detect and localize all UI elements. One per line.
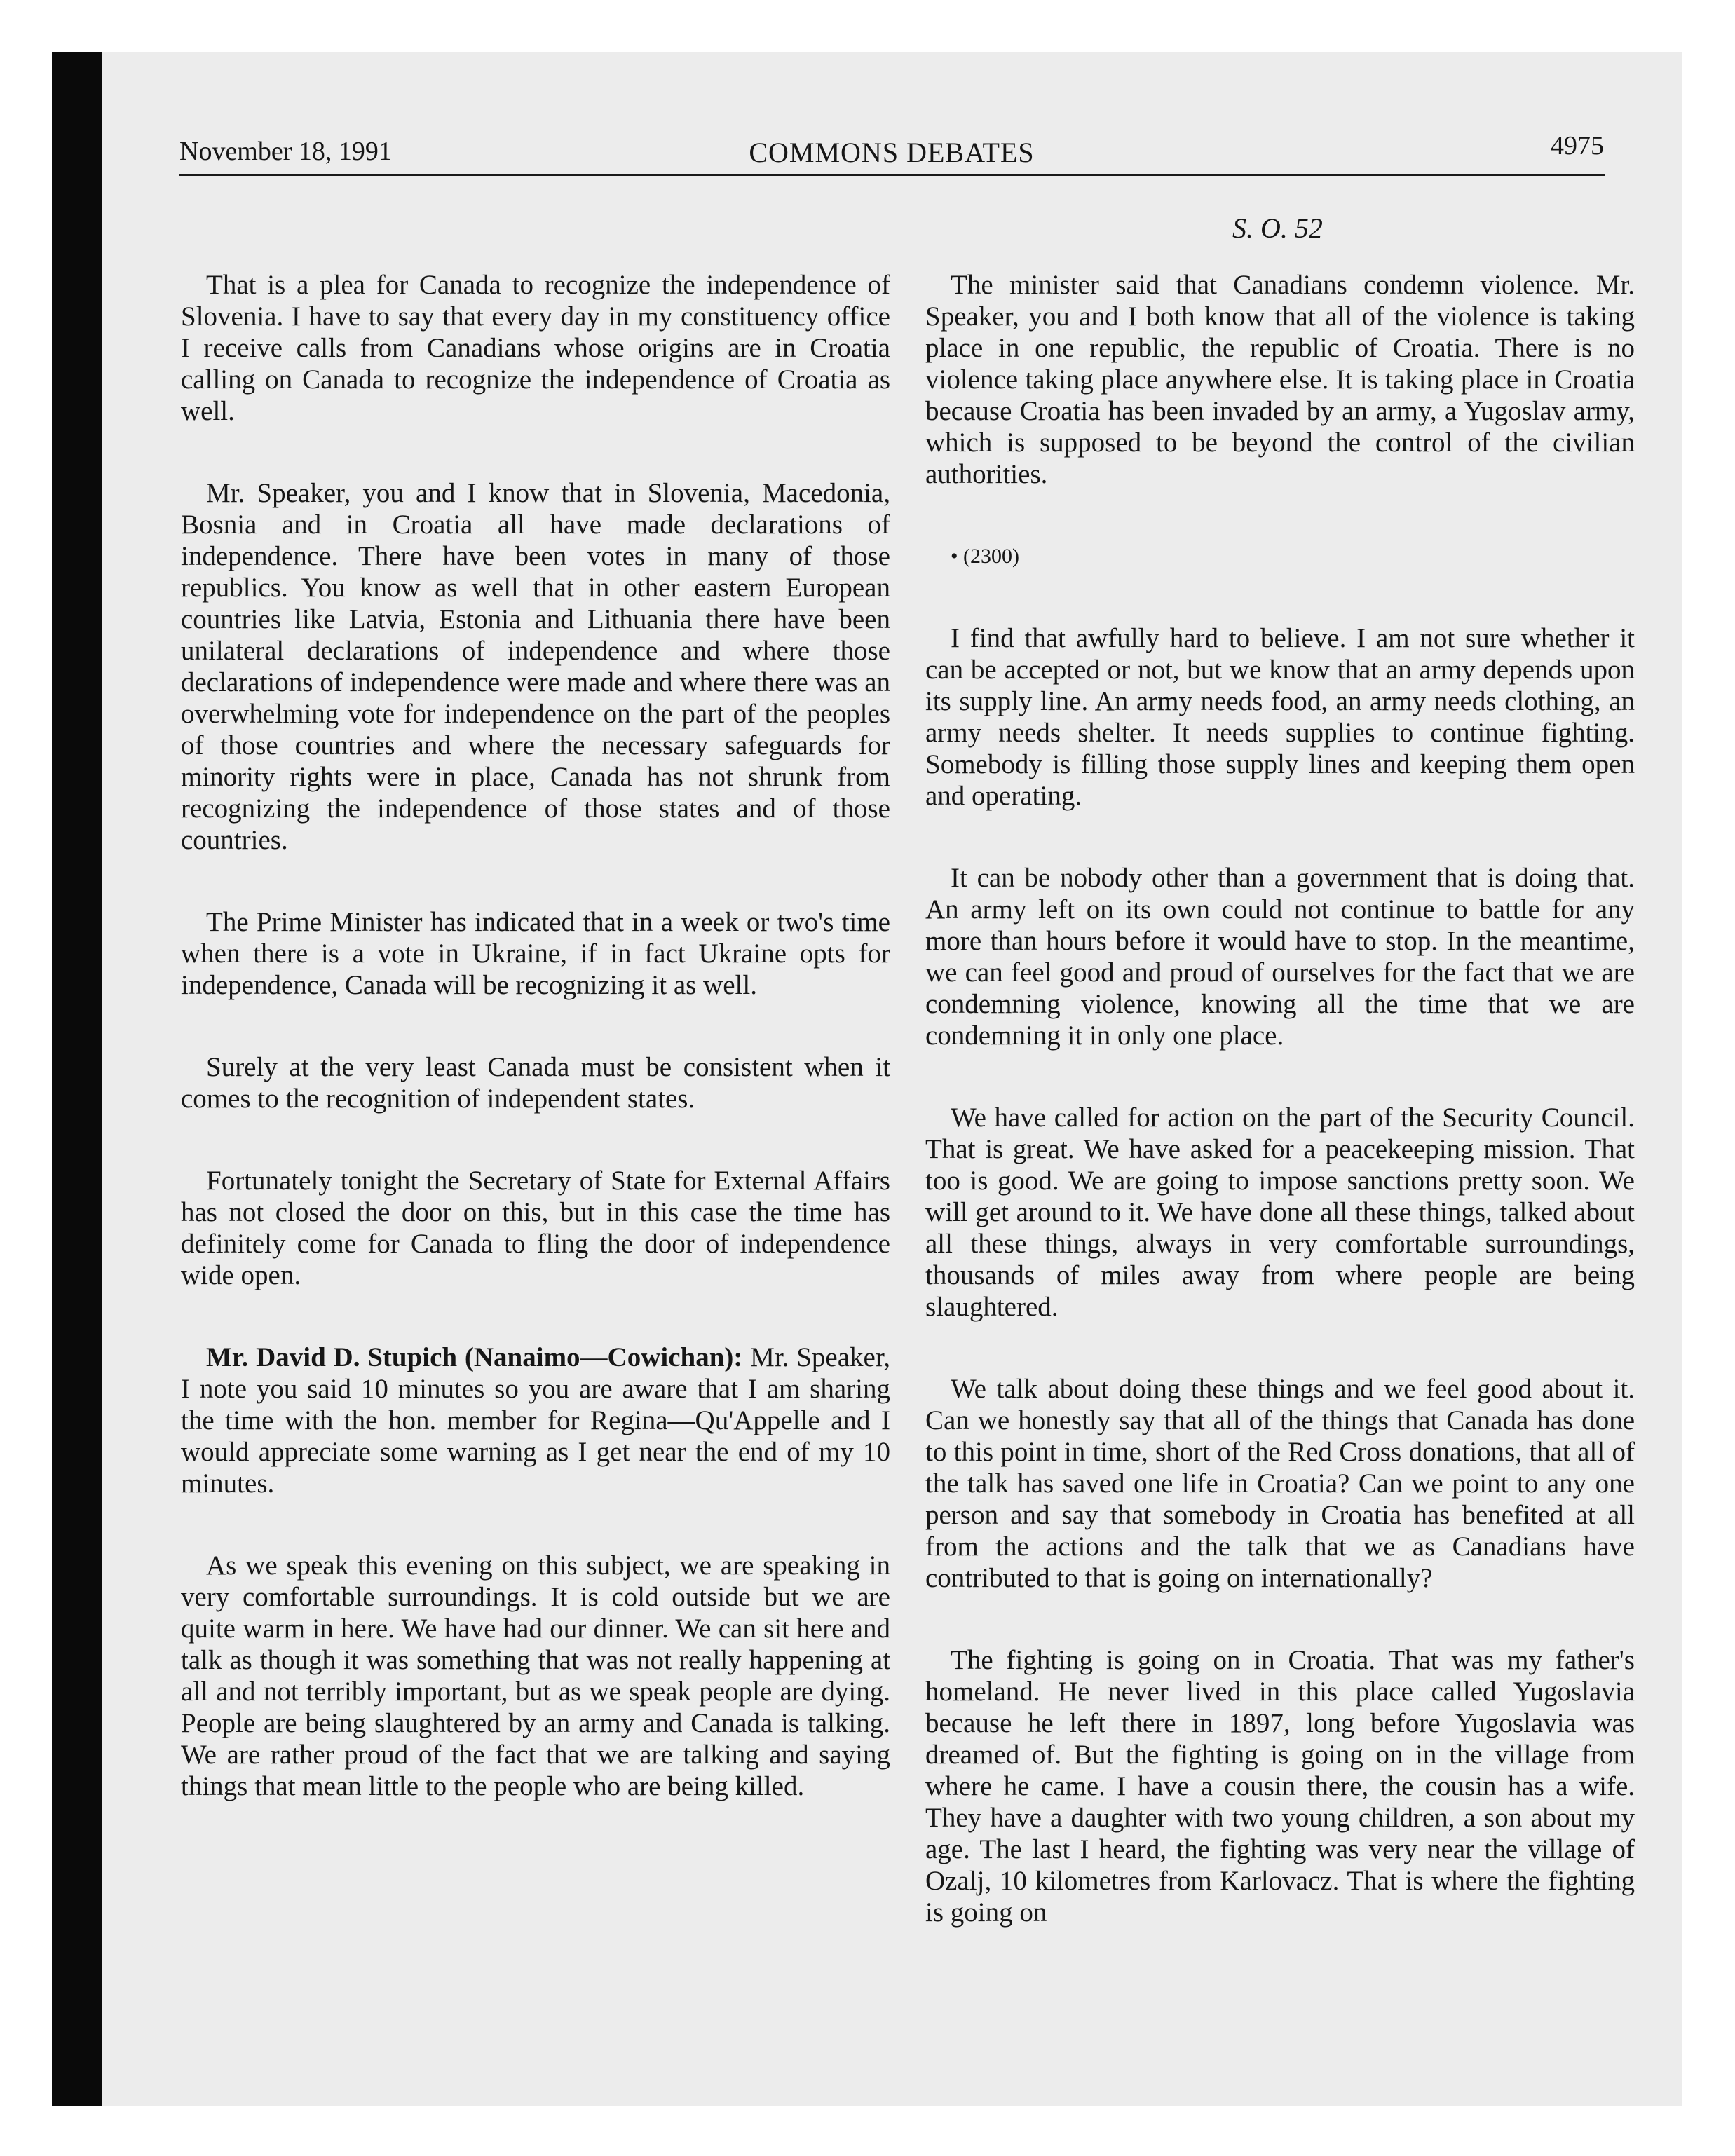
paragraph: We have called for action on the part of the Security Council. That is great. We have asked for a peacekeeping mission. That too is good. We are going to impose sanctions pretty soon. We will get around to it. We have done all these things, talked about all these things, always in very comfortable surroundings, thousands of miles away from where people are being slaughtered. [925,1103,1635,1322]
page-header [179,133,1604,172]
paragraph: The fighting is going on in Croatia. That was my father's homeland. He never lived in this place called Yugoslavia because he left there in 1897, long before Yugoslavia was dreamed of. But the fighting is going on in the village from where he came. I have a cousin there, the cousin has a wife. They have a daughter with two young children, a son about my age. The last I heard, the fighting was very near the village of Ozalj, 10 kilometres from Karlovacz. That is where the fighting is going on [925,1645,1635,1928]
binding-edge [52,52,102,2106]
time-marker: • (2300) [951,545,1019,568]
paragraph: As we speak this evening on this subject, we are speaking in very comfortable surroundings. It is cold outside but we are quite warm in here. We have had our dinner. We can sit here and talk as though it was something that was not really happening at all and not terribly important, but as we speak people are dying. People are being slaughtered by an army and Canada is talking. We are rather proud of the fact that we are talking and saying things that mean little to the people who are being killed. [181,1550,890,1801]
header-title: COMMONS DEBATES [749,137,1035,168]
paragraph: It can be nobody other than a government that is doing that. An army left on its own could not continue to battle for any more than hours before it would have to stop. In the meantime, we can feel good and proud of ourselves for the fact that we are condemning violence, knowing all the time that we are condemning it in only one place. [925,863,1635,1051]
paragraph: The minister said that Canadians condemn violence. Mr. Speaker, you and I both know that all of the violence is taking place in one republic, the republic of Croatia. There is no violence taking place anywhere else. It is taking place in Croatia because Croatia has been invaded by an army, a Yugoslav army, which is supposed to be beyond the control of the civilian authorities. [925,270,1635,489]
page-number: 4975 [1551,131,1604,161]
paragraph: Mr. Speaker, you and I know that in Slovenia, Macedonia, Bosnia and in Croatia all have made declarations of independence. There have been votes in many of those republics. You know as well that in other eastern European countries like Latvia, Estonia and Lithuania there have been unilateral declarations of independence and where those declarations of independence were made and where there was an overwhelming vote for independence on the part of the peoples of those countries and where the necessary safeguards for minority rights were in place, Canada has not shrunk from recognizing the independence of those states and of those countries. [181,478,890,855]
paragraph: We talk about doing these things and we feel good about it. Can we honestly say that all of the things that Canada has done to this point in time, short of the Red Cross donations, that all of the talk has saved one life in Croatia? Can we point to any one person and say that somebody in Croatia has benefited at all from the actions and the talk that we as Canadians have contributed to that is going on internationally? [925,1374,1635,1593]
paragraph: Surely at the very least Canada must be consistent when it comes to the recognition of independent states. [181,1052,890,1114]
paragraph: Fortunately tonight the Secretary of State for External Affairs has not closed the door on this, but in this case the time has definitely come for Canada to fling the door of independence wide open. [181,1166,890,1290]
section-tag: S. O. 52 [1232,212,1323,244]
right-column [925,269,1635,1979]
paragraph: The Prime Minister has indicated that in a week or two's time when there is a vote in Ukraine, if in fact Ukraine opts for independence, Canada will be recognizing it as well. [181,907,890,1000]
header-date: November 18, 1991 [179,137,392,166]
speaker-paragraph [181,1342,890,1499]
paragraph: I find that awfully hard to believe. I am not sure whether it can be accepted or not, but we know that an army depends upon its supply line. An army needs food, an army needs clothing, an army needs shelter. It needs supplies to continue fighting. Somebody is filling those supply lines and keeping them open and operating. [925,623,1635,811]
header-rule [179,174,1605,176]
paragraph: That is a plea for Canada to recognize the independence of Slovenia. I have to say that every day in my constituency office I receive calls from Canadians whose origins are in Croatia calling on Canada to recognize the independence of Croatia as well. [181,270,890,426]
speaker-text: Mr. Speaker, I note you said 10 minutes so you are aware that I am sharing the time with the hon. member for Regina—Qu'Appelle and I would appreciate some warning as I get near the end of my 10 minutes. [181,1342,891,1499]
left-column [181,269,890,1853]
speaker-name: Mr. David D. Stupich (Nanaimo—Cowichan): [206,1342,743,1372]
